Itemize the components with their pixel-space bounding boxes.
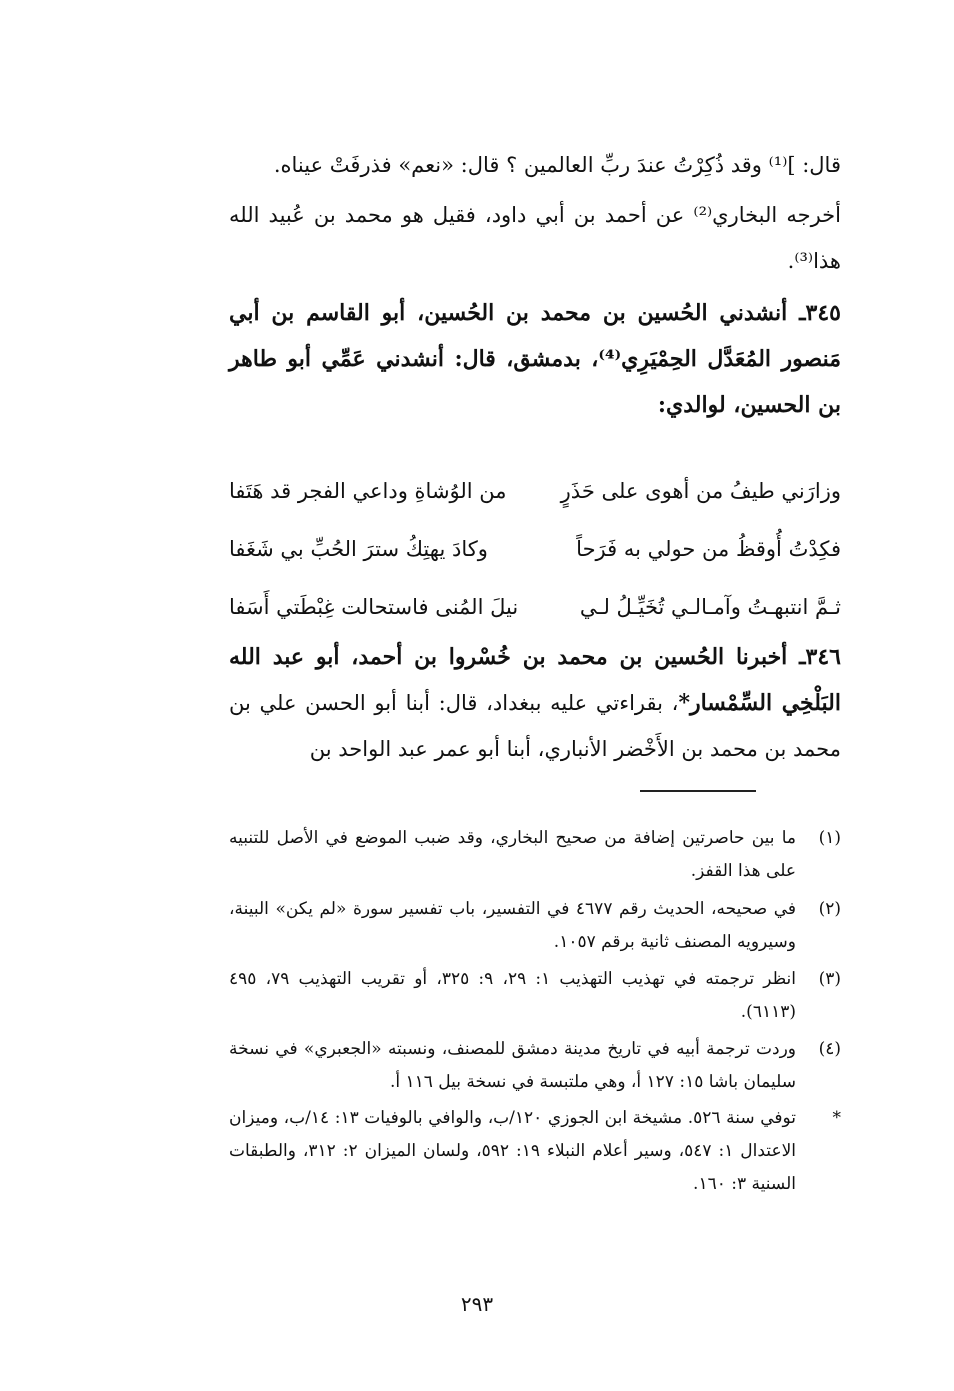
verse-first-hemistich: فكِدْتُ أُوقظُ من حولي به فَرَحاً [576,537,841,561]
footnote-number: (٤) [818,1039,841,1059]
verse-first-hemistich: ثـمَّ انتبهـتُ وآمـالـي تُخَيِّـلُ لـي [579,595,841,619]
verse-line [229,578,841,636]
entry-346-heading: ٣٤٦ـ أخبرنا الحُسين بن محمد بن خُسْروا بن أحمد، أبو عبد الله البَلْخِي السِّمْسار* [229,644,841,716]
footnote-number: (١) [818,828,841,848]
page-number: ٢٩٣ [460,1292,494,1316]
verse-line [229,462,841,520]
footnote-text: وردت ترجمة أبيه في تاريخ مدينة دمشق للمصنف، ونسبته «الجعبري» في نسخة سليمان باشا ١٥: ١٢٧ أ، وهي ملتبسة في نسخة بيل ١١٦ أ. [229,1039,796,1092]
footnote-text: انظر ترجمته في تهذيب التهذيب ١: ٢٩، ٩: ٣٢٥، أو تقريب التهذيب ٧٩، ٤٩٥ (٦١١٣). [229,969,797,1022]
footnote-number: (٢) [818,899,841,919]
verse-second-hemistich: نيلَ المُنى فاستحالت غِبْطَتي أَسَفا [229,595,519,619]
footnote [229,1033,841,1099]
footnote [229,963,841,1029]
footnote [229,1102,841,1201]
entry-346 [229,634,841,772]
verse-first-hemistich: وزارَني طيفُ من أهوى على حَذَرٍ [560,479,841,503]
footnote-number: (٣) [818,969,841,989]
paragraph-bukhari: أخرجه البخاري⁽²⁾ عن أحمد بن أبي داود، فقيل هو محمد بن عُبيد الله هذا⁽³⁾. [229,203,841,273]
footnote-text: توفي سنة ٥٢٦. مشيخة ابن الجوزي ١٢٠/ب، والوافي بالوفيات ١٣: ١٤/ب، وميزان الاعتدال ١: ٥٤٧، وسير أعلام النبلاء ١٩: ٥٩٢، ولسان الميزان ٢: ٣١٢، والطبقات السنية ٣: ١٦٠. [229,1108,797,1194]
entry-346-text: ، بقراءتي عليه ببغداد، قال: أبنا أبو الحسن علي بن محمد بن محمد بن الأَخْضر الأنباري، أبنا أبو عمر عبد الواحد بن [229,691,841,761]
verse-second-hemistich: وكادَ يهتِكُ سترَ الحُبِّ بي شَغَفا [229,537,488,561]
footnote-separator [640,790,756,792]
footnote [229,822,841,888]
footnote-text: في صحيحه، الحديث رقم ٤٦٧٧ في التفسير، باب تفسير سورة «لم يكن» البينة، وسيرويه المصنف ثانية برقم ١٠٥٧. [229,899,796,952]
footnote [229,893,841,959]
verse-line [229,520,841,578]
paragraph-continuation: قال: ]⁽¹⁾ وقد ذُكِرْتُ عندَ ربِّ العالمين ؟ قال: «نعم» فذرفَتْ عيناه. [273,153,841,177]
main-text [229,142,841,428]
footnote-asterisk: * [832,1108,841,1128]
verse-second-hemistich: من الوُشاةِ وداعي الفجر قد هَتَفا [229,479,507,503]
entry-345: ٣٤٥ـ أنشدني الحُسين بن محمد بن الحُسين، أبو القاسم بن أبي مَنصور المُعَدَّل الحِمْيَرِي⁽⁴⁾، بدمشق، قال: أنشدني عَمِّي أبو طاهر بن الحسين، لوالدي: [229,300,841,418]
footnote-text: ما بين حاصرتين إضافة من صحيح البخاري، وقد ضبب الموضع في الأصل للتنبيه على هذا القفز. [229,828,796,881]
